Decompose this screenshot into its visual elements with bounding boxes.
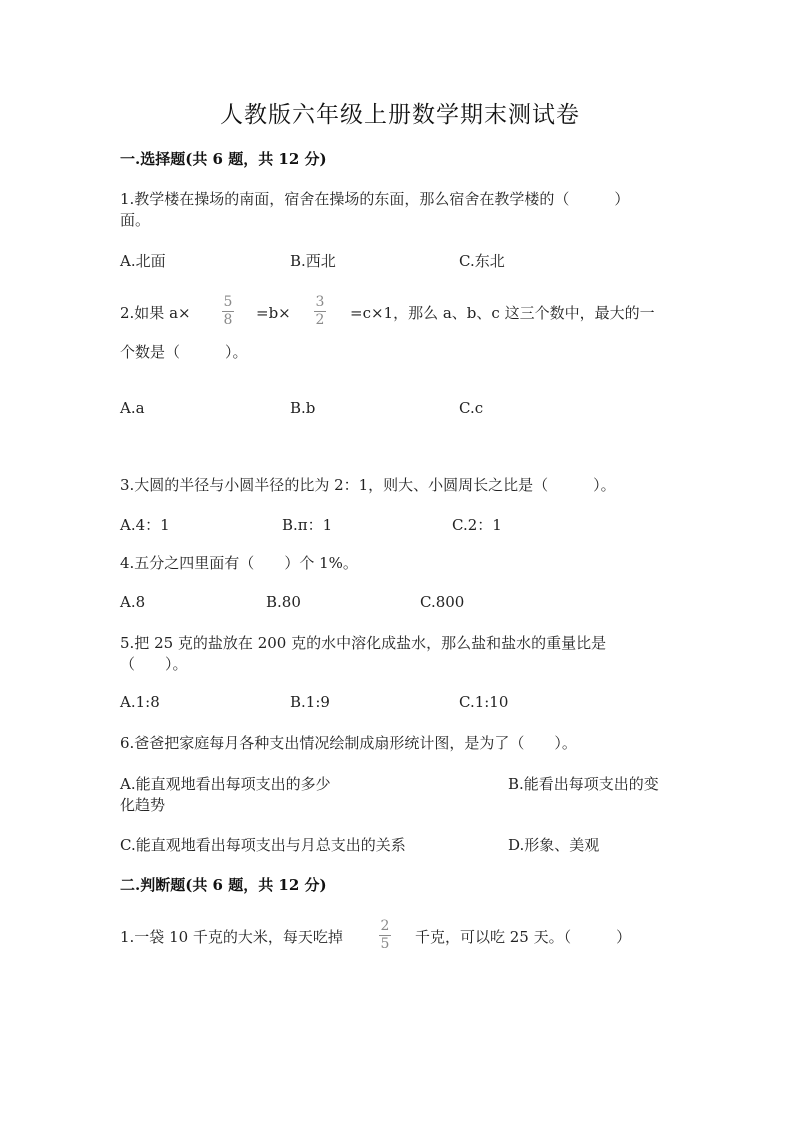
q1-option-c[interactable]: C.东北 xyxy=(459,252,505,270)
question-2-part3: =c×1，那么 a、b、c 这三个数中，最大的一 xyxy=(350,304,655,322)
q4-option-b[interactable]: B.80 xyxy=(266,593,301,611)
question-6-text: 6.爸爸把家庭每月各种支出情况绘制成扇形统计图，是为了（ ）。 xyxy=(120,734,577,752)
q3-option-b[interactable]: B.π：1 xyxy=(282,516,333,534)
fraction-denominator: 5 xyxy=(380,936,390,952)
q6-option-b[interactable]: B.能看出每项支出的变 xyxy=(508,775,659,793)
fraction-numerator: 3 xyxy=(315,294,325,310)
q2-option-b[interactable]: B.b xyxy=(290,399,316,417)
fraction-denominator: 8 xyxy=(223,312,233,328)
fraction-numerator: 2 xyxy=(380,918,390,934)
q1-option-b[interactable]: B.西北 xyxy=(290,252,336,270)
fraction-five-eighths xyxy=(218,295,238,328)
q6-option-d[interactable]: D.形象、美观 xyxy=(508,836,600,854)
section-heading-choice: 一.选择题(共 6 题，共 12 分) xyxy=(120,150,327,168)
q1-option-a[interactable]: A.北面 xyxy=(120,252,166,270)
q6-option-c[interactable]: C.能直观地看出每项支出与月总支出的关系 xyxy=(120,836,406,854)
fraction-three-halves xyxy=(310,295,330,328)
question-2-part1: 2.如果 a× xyxy=(120,304,191,322)
q4-option-a[interactable]: A.8 xyxy=(120,593,146,611)
fraction-two-fifths xyxy=(375,919,395,952)
q5-option-a[interactable]: A.1:8 xyxy=(120,693,160,711)
question-4-text: 4.五分之四里面有（ ）个 1%。 xyxy=(120,554,358,572)
section-heading-judgement: 二.判断题(共 6 题，共 12 分) xyxy=(120,876,327,894)
q5-option-c[interactable]: C.1:10 xyxy=(459,693,509,711)
fraction-denominator: 2 xyxy=(315,312,325,328)
question-2-part2: =b× xyxy=(256,304,291,322)
q6-option-b-continuation: 化趋势 xyxy=(120,796,166,814)
q4-option-c[interactable]: C.800 xyxy=(420,593,465,611)
judgement-1-part2: 千克，可以吃 25 天。（ ） xyxy=(415,928,632,946)
page-title: 人教版六年级上册数学期末测试卷 xyxy=(220,102,580,128)
q2-option-a[interactable]: A.a xyxy=(120,399,145,417)
q2-option-c[interactable]: C.c xyxy=(459,399,484,417)
q5-option-b[interactable]: B.1:9 xyxy=(290,693,330,711)
q3-option-c[interactable]: C.2：1 xyxy=(452,516,502,534)
question-3-text: 3.大圆的半径与小圆半径的比为 2：1，则大、小圆周长之比是（ ）。 xyxy=(120,476,616,494)
question-1-line1: 1.教学楼在操场的南面，宿舍在操场的东面，那么宿舍在教学楼的（ ） xyxy=(120,190,630,208)
question-5-line1: 5.把 25 克的盐放在 200 克的水中溶化成盐水，那么盐和盐水的重量比是 xyxy=(120,634,607,652)
q3-option-a[interactable]: A.4：1 xyxy=(120,516,170,534)
fraction-numerator: 5 xyxy=(223,294,233,310)
question-5-line2: （ ）。 xyxy=(120,655,188,673)
q6-option-a[interactable]: A.能直观地看出每项支出的多少 xyxy=(120,775,331,793)
question-2-line2: 个数是（ ）。 xyxy=(120,343,248,361)
question-1-line2: 面。 xyxy=(120,211,151,229)
judgement-1-part1: 1.一袋 10 千克的大米，每天吃掉 xyxy=(120,928,343,946)
